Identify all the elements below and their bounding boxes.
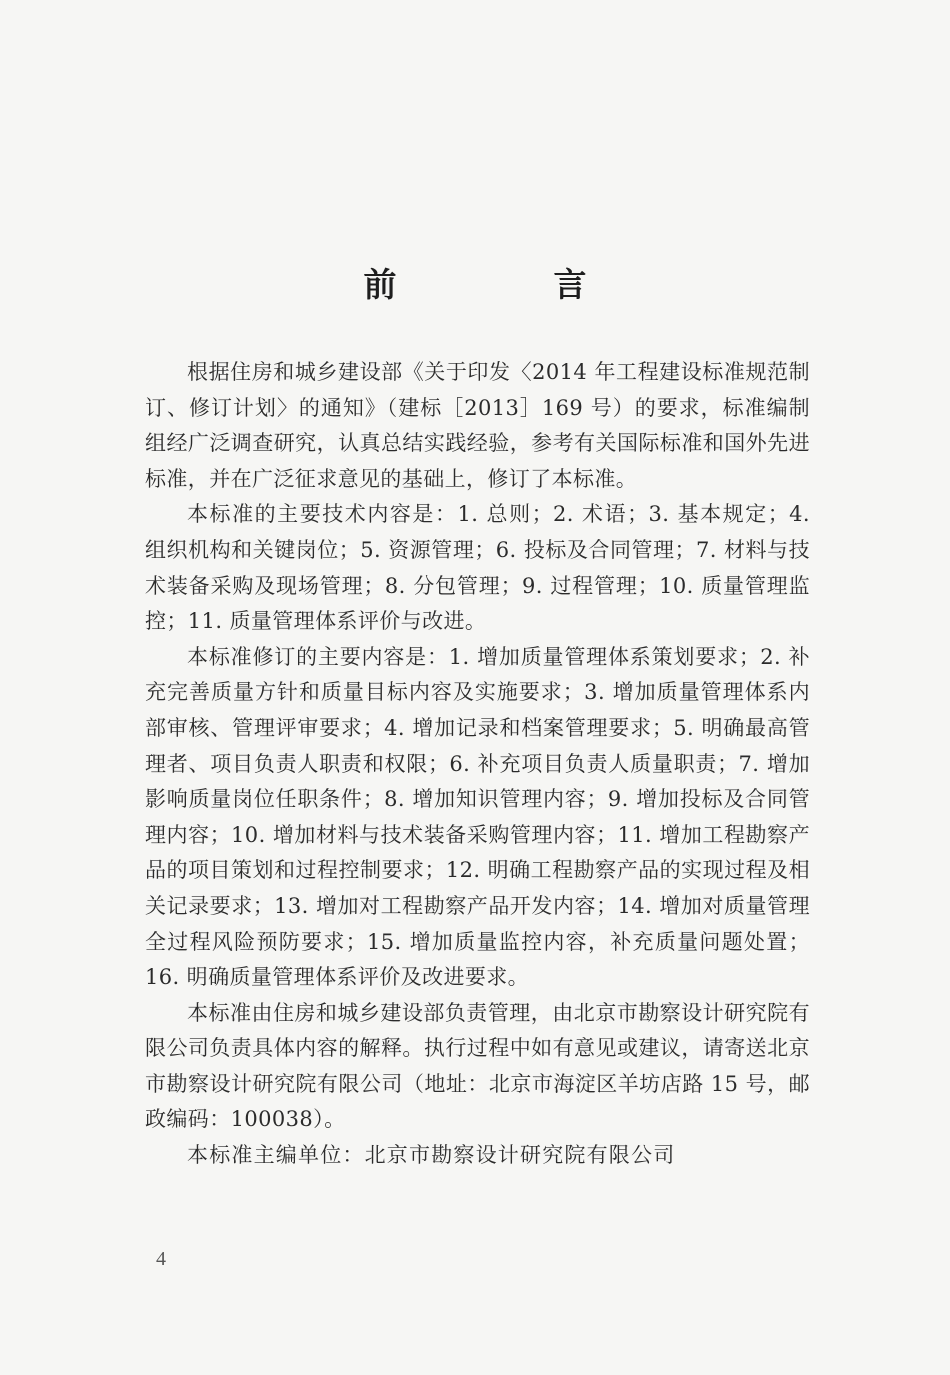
paragraph-chief-editor: 本标准主编单位：北京市勘察设计研究院有限公司 — [187, 1143, 676, 1168]
paragraph-management: 本标准由住房和城乡建设部负责管理，由北京市勘察设计研究院有限公司负责具体内容的解释。执行过程中如有意见或建议，请寄送北京市勘察设计研究院有限公司（地址：北京市海淀区羊坊店路 15 号，邮政编码：100038）。 — [145, 1000, 810, 1132]
paragraph-basis: 根据住房和城乡建设部《关于印发〈2014 年工程建设标准规范制订、修订计划〉的通知》（建标［2013］169 号）的要求，标准编制组经广泛调查研究，认真总结实践经验，参考有关国际标准和国外先进标准，并在广泛征求意见的基础上，修订了本标准。 — [145, 360, 810, 491]
page-title: 前 言 — [363, 265, 649, 304]
page-number: 4 — [156, 1248, 166, 1270]
preface-body — [145, 355, 810, 1174]
paragraph-main-content: 本标准的主要技术内容是：1. 总则；2. 术语；3. 基本规定；4. 组织机构和关键岗位；5. 资源管理；6. 投标及合同管理；7. 材料与技术装备采购及现场管理；8. 分包管理；9. 过程管理；10. 质量管理监控；11. 质量管理体系评价与改进。 — [145, 502, 810, 634]
paragraph-revision-content: 本标准修订的主要内容是：1. 增加质量管理体系策划要求；2. 补充完善质量方针和质量目标内容及实施要求；3. 增加质量管理体系内部审核、管理评审要求；4. 增加记录和档案管理要求；5. 明确最高管理者、项目负责人职责和权限；6. 补充项目负责人质量职责；7. 增加影响质量岗位任职条件；8. 增加知识管理内容；9. 增加投标及合同管理内容；10. 增加材料与技术装备采购管理内容；11. 增加工程勘察产品的项目策划和过程控制要求；12. 明确工程勘察产品的实现过程及相关记录要求；13. 增加对工程勘察产品开发内容；14. 增加对质量管理全过程风险预防要求；15. 增加质量监控内容，补充质量问题处置；16. 明确质量管理体系评价及改进要求。 — [145, 644, 810, 990]
